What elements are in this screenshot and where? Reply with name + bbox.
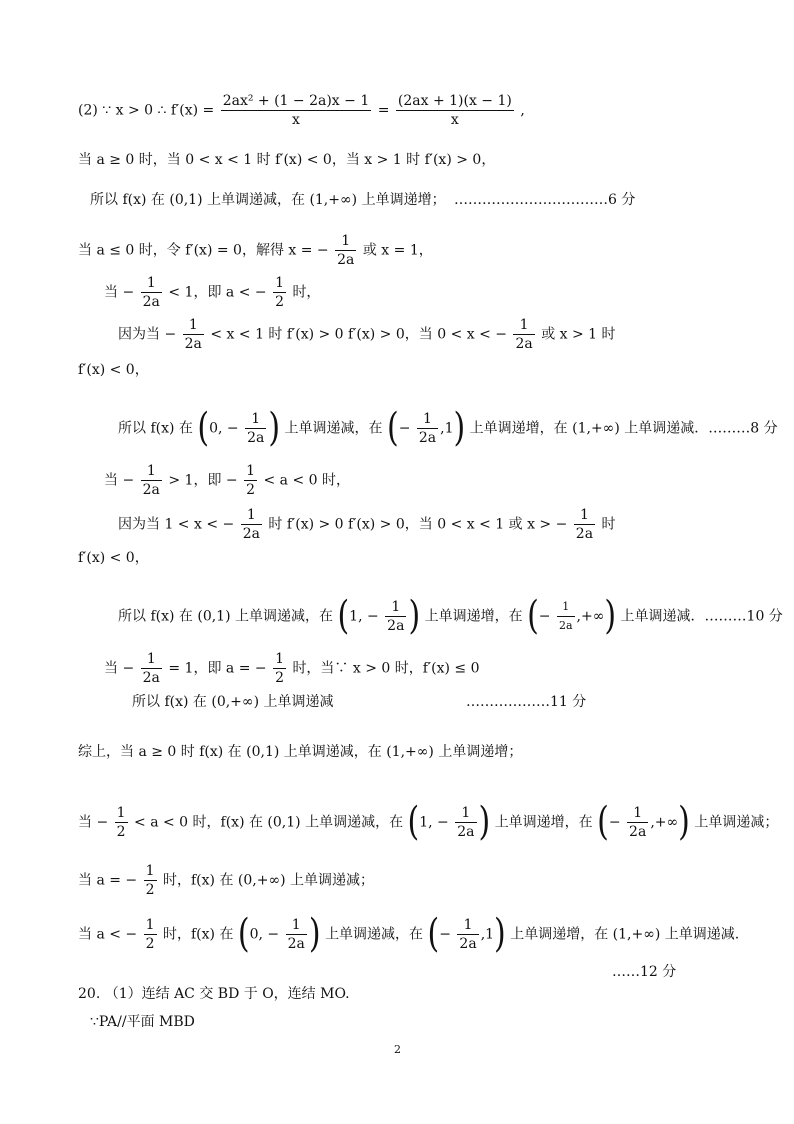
text: 或 x > 1 时 [541,326,616,343]
right-paren: ) [678,799,690,845]
text: 上单调递减，在 [284,420,383,437]
left-paren: ( [386,405,399,451]
derivative-prefix: (2) ∵ x > 0 ∴ f′(x) = [78,102,215,119]
denominator: x [450,112,459,128]
denominator: 2a [629,824,647,840]
summary-line-4 [78,911,740,957]
denominator: 2a [242,526,260,542]
denominator: 2a [457,824,475,840]
fraction [286,916,307,953]
denominator: 2a [142,482,160,498]
text: ,+∞ [650,814,679,831]
left-paren: ( [597,799,609,845]
fraction [455,804,476,841]
denominator: 2a [142,670,160,686]
subcase-1-reason [118,316,616,353]
subcase-2-line [104,462,350,499]
denominator: 2a [515,336,533,352]
text: − [398,420,411,437]
derivative-line [78,92,525,129]
text: 因为当 − [118,326,177,343]
text: < a < 0 时，f(x) 在 (0,1) 上单调递减，在 [134,814,404,831]
problem-20-reason: ∵PA//平面 MBD [90,1014,195,1030]
text: 当 a ≤ 0 时，令 f′(x) = 0，解得 x = − [78,242,329,259]
fraction [273,274,286,311]
text: ,1 [440,420,454,437]
left-paren: ( [527,593,539,639]
numerator: 1 [513,316,534,335]
text: − [439,926,451,943]
text: 或 x = 1， [362,242,433,259]
text: < x < 1 时 f′(x) > 0 f′(x) > 0，当 0 < x < − [210,326,508,343]
numerator: 1 [246,463,256,479]
denominator: 2 [275,670,284,686]
text: > 1，即 − [168,472,238,489]
text: 所以 f(x) 在 (0,1) 上单调递减，在 [118,608,333,625]
numerator: 1 [557,598,575,617]
fraction [141,462,162,499]
denominator: 2a [387,618,405,634]
text: 时，当∵ x > 0 时，f′(x) ≤ 0 [292,660,480,677]
fraction [115,804,128,841]
left-paren: ( [407,799,420,845]
text: < a < 0 时， [263,472,350,489]
denominator: 2a [247,430,265,446]
text: 所以 f(x) 在 [118,420,193,437]
numerator: 1 [116,805,126,821]
denominator: 2 [275,294,284,310]
right-paren: ) [268,405,281,451]
case-a-nonneg-conclusion [90,190,446,210]
fraction [335,232,356,269]
right-paren: ) [453,405,466,451]
numerator: 1 [183,316,204,335]
text: 时，f(x) 在 (0,+∞) 上单调递减； [163,872,375,889]
text: 1, − [349,608,379,625]
numerator: 1 [385,598,406,617]
subcase-2-conclusion [118,593,783,639]
comma: , [520,102,525,119]
text: 时 [601,516,616,533]
text: 当 − [104,472,135,489]
left-paren: ( [197,405,210,451]
text: 1, − [419,814,449,831]
summary-line-3 [78,862,374,899]
text: = 1，即 a = − [168,660,267,677]
page-number: 2 [394,1043,401,1056]
numerator: 1 [417,410,438,429]
right-paren: ) [494,911,506,957]
text: 上单调递增，在 [424,608,523,625]
denominator: 2 [246,482,256,498]
right-paren: ) [308,911,321,957]
text: 0, − [249,926,280,943]
text: 当 − [104,284,135,301]
text: 上单调递增，在 [494,814,593,831]
text: 上单调递减； [694,814,779,831]
right-paren: ) [604,593,617,639]
numerator: (2ax + 1)(x − 1) [397,93,512,109]
numerator: 1 [627,804,648,823]
numerator: 1 [145,863,155,879]
fraction [144,862,157,899]
denominator: 2 [145,936,155,952]
summary-line-2 [78,799,779,845]
left-paren: ( [337,593,350,639]
numerator: 2ax² + (1 − 2a)x − 1 [222,93,370,109]
score-12: ……12 分 [612,964,677,980]
subcase-3-conclusion: 所以 f(x) 在 (0,+∞) 上单调递减 [132,694,334,710]
case-a-nonneg-line: 当 a ≥ 0 时，当 0 < x < 1 时 f′(x) < 0，当 x > 1 时 f′(x) > 0， [78,152,496,168]
text: 上单调递减，在 [325,926,424,943]
denominator: 2a [287,936,305,952]
right-paren: ) [478,799,491,845]
text: 当 a = − [78,872,138,889]
fraction [141,274,162,311]
text: 当 a < − [78,926,138,943]
denominator: 2a [184,336,202,352]
left-paren: ( [427,911,440,957]
denominator: 2a [337,252,355,268]
denominator: 2a [418,430,437,446]
text: < 1，即 a < − [168,284,267,301]
numerator: 1 [275,275,284,291]
text: 上单调递增，在 (1,+∞) 上单调递减. [510,926,740,943]
fraction [457,916,478,953]
fraction [574,506,595,543]
fraction [244,462,257,499]
fraction [396,92,514,129]
text: ,+∞ [576,608,605,625]
right-paren: ) [408,593,421,639]
subcase-1-line [104,274,320,311]
text: 当 − [104,660,135,677]
fraction [183,316,204,353]
text: 因为当 1 < x < − [118,516,235,533]
subcase-1-conclusion [118,405,778,451]
fraction [141,650,162,687]
subcase-3-line [104,650,480,687]
numerator: 1 [275,651,284,667]
numerator: 1 [335,232,356,251]
text: 时 f′(x) > 0 f′(x) > 0，当 0 < x < 1 或 x > − [268,516,568,533]
denominator: 2a [558,619,573,632]
text: 时，f(x) 在 [163,926,234,943]
conclusion-text: 所以 f(x) 在 (0,1) 上单调递减，在 (1,+∞) 上单调递增； [90,192,446,208]
fraction [385,598,406,635]
subcase-2-reason [118,506,616,543]
denominator: x [292,112,300,128]
denominator: 2 [145,882,155,898]
numerator: 1 [245,410,266,429]
denominator: 2a [575,526,594,542]
fraction [221,92,372,129]
numerator: 1 [457,916,478,935]
text: 0, − [209,420,239,437]
denominator: 2a [459,936,477,952]
fraction [273,650,286,687]
fraction [241,506,262,543]
text: 上单调递减．………10 分 [620,608,783,625]
numerator: 1 [145,917,155,933]
text: − [538,608,551,625]
fraction [245,410,266,447]
equals: = [377,102,390,119]
text: − [608,814,621,831]
denominator: 2a [142,294,160,310]
left-paren: ( [237,911,250,957]
fraction [513,316,534,353]
subcase-2-neg: f′(x) < 0， [78,550,149,566]
numerator: 1 [141,274,162,293]
score-11: ………………11 分 [466,694,587,710]
text: 上单调递增，在 (1,+∞) 上单调递减．………8 分 [469,420,778,437]
fraction [417,410,438,447]
case-a-nonpos-line [78,232,433,269]
numerator: 1 [574,506,595,525]
text: 时， [292,284,321,301]
denominator: 2 [116,824,126,840]
numerator: 1 [286,916,307,935]
numerator: 1 [241,506,262,525]
fraction [144,916,157,953]
subcase-1-neg: f′(x) < 0， [78,362,149,378]
text: 当 − [78,814,109,831]
summary-line-1: 综上，当 a ≥ 0 时 f(x) 在 (0,1) 上单调递减，在 (1,+∞) 上单调递增； [78,744,523,760]
problem-20-line: 20. （1）连结 AC 交 BD 于 O，连结 MO. [78,986,350,1002]
text: ,1 [480,926,495,943]
numerator: 1 [141,650,162,669]
numerator: 1 [141,462,162,481]
score-6: ……………………………6 分 [454,192,636,208]
numerator: 1 [455,804,476,823]
fraction [627,804,648,841]
fraction [557,598,575,635]
